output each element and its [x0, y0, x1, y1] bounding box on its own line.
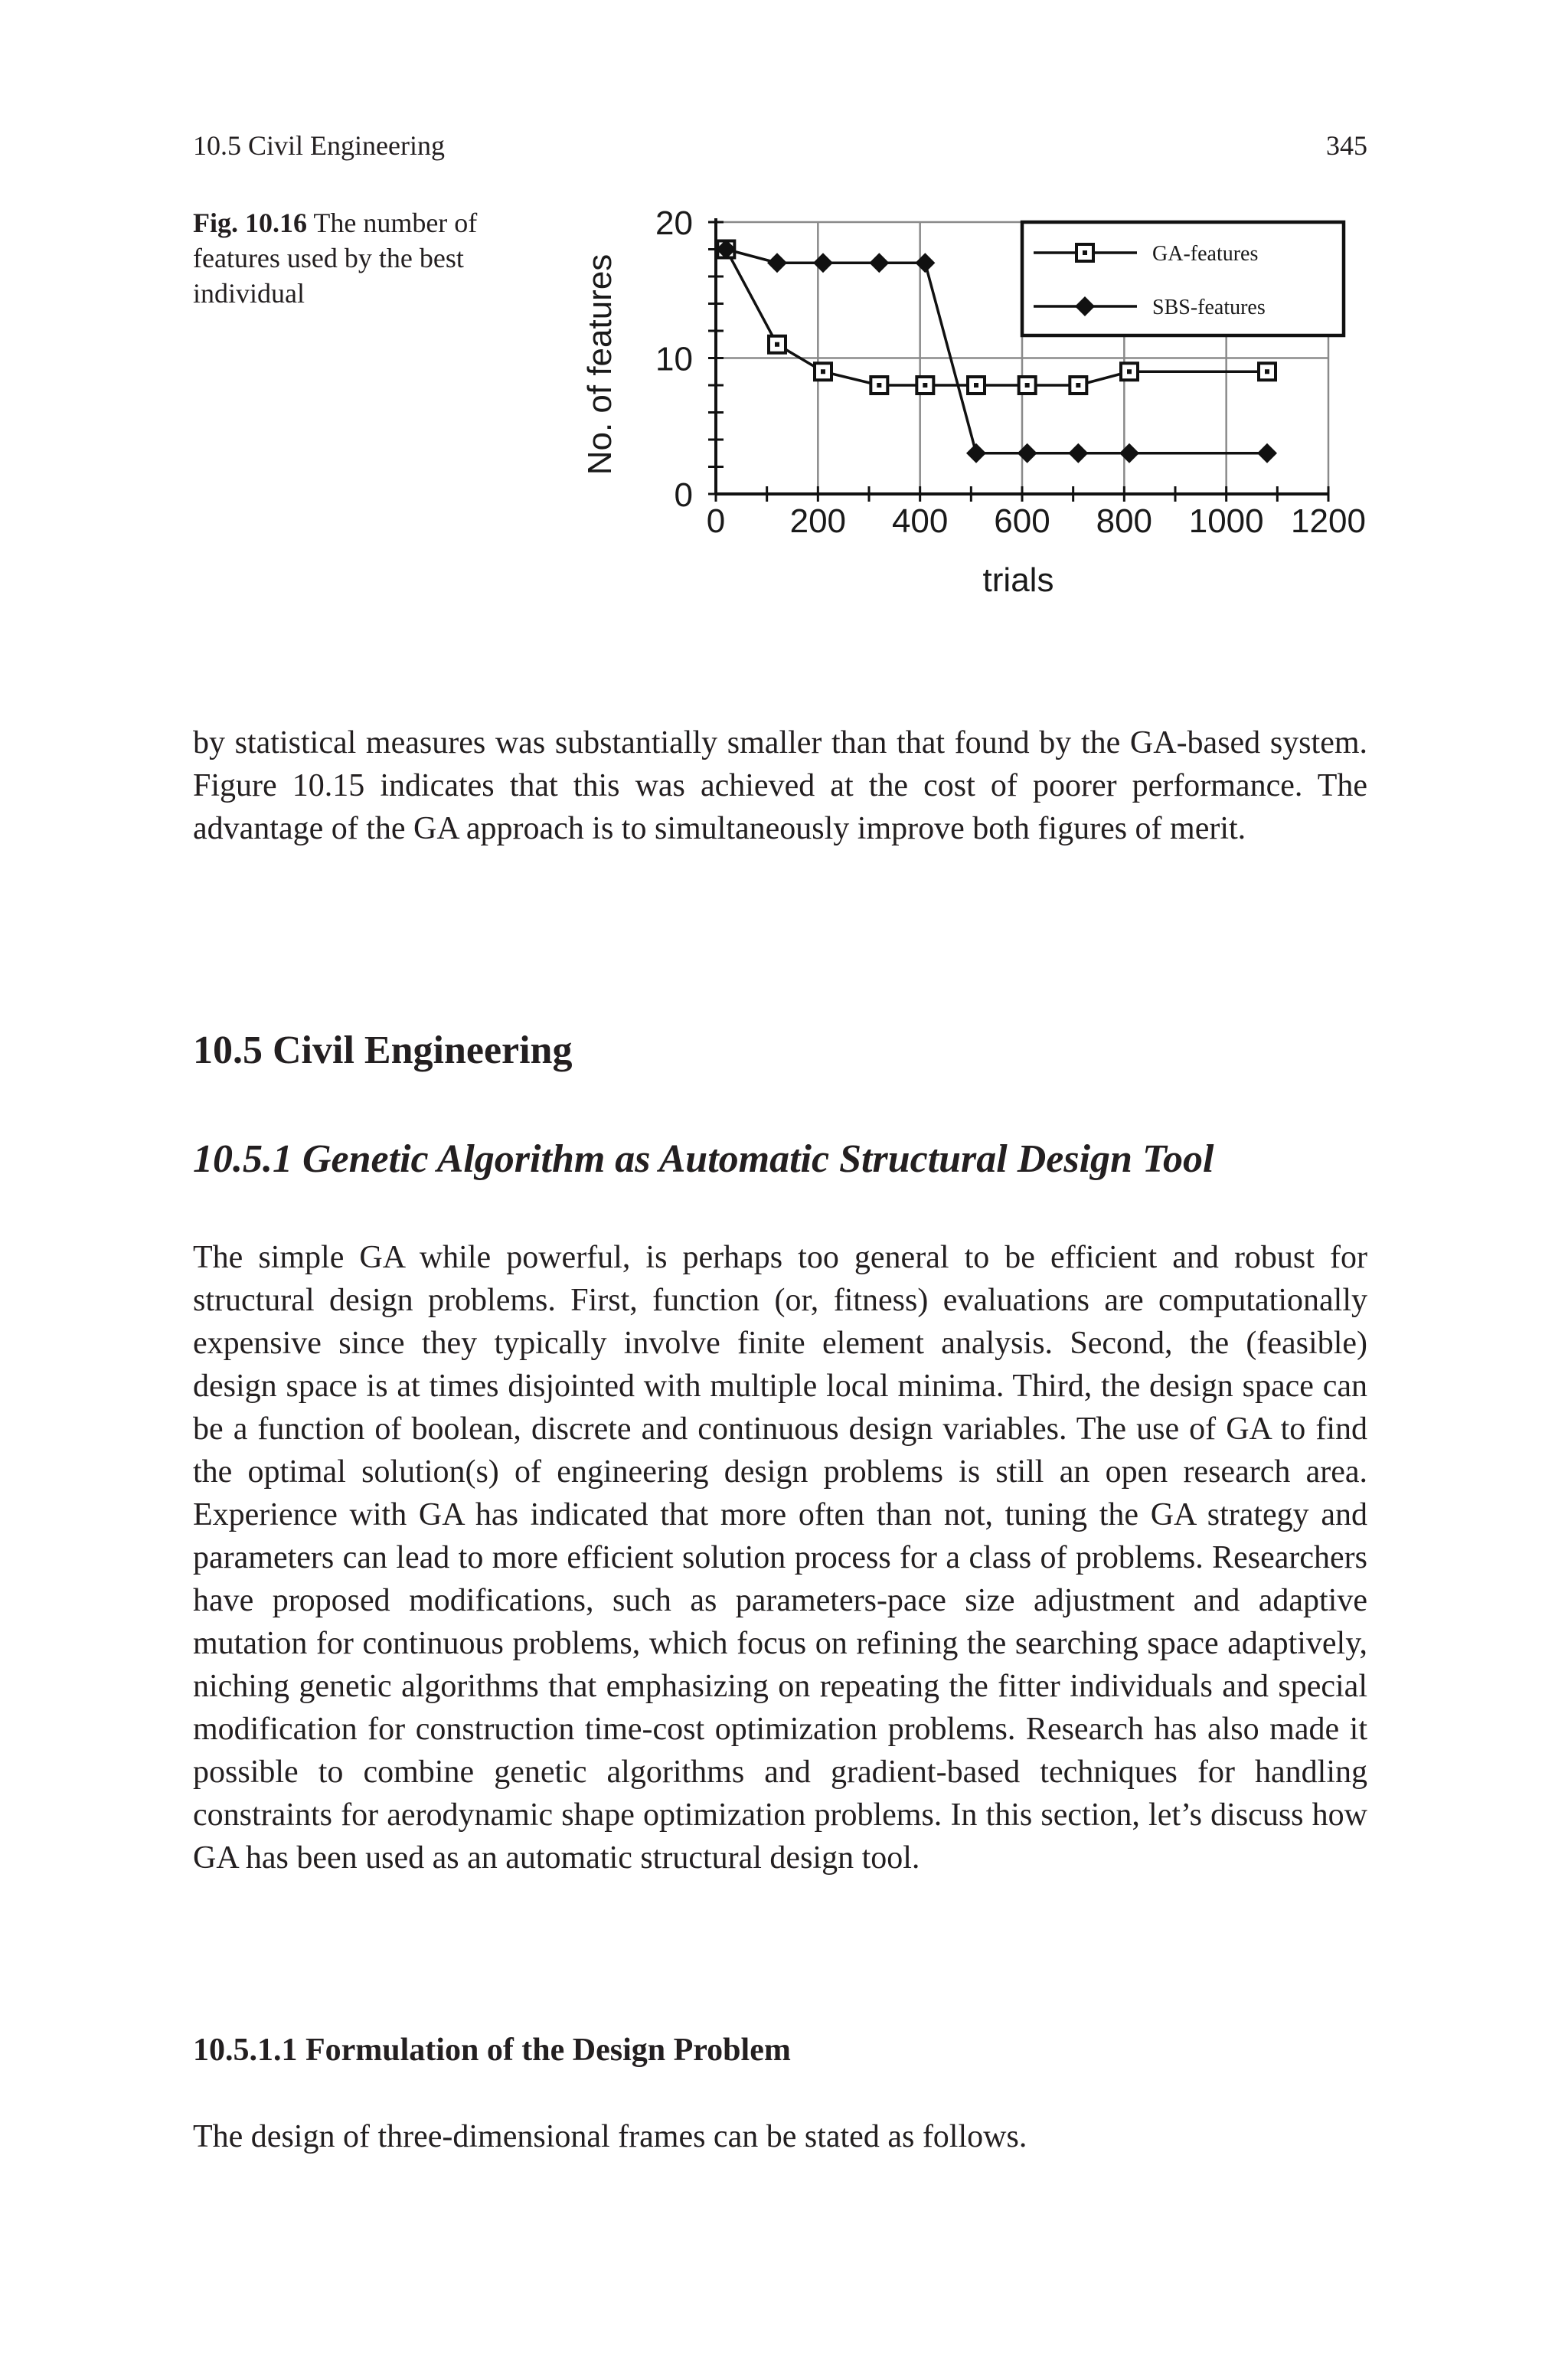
marker-square-core	[1076, 383, 1080, 388]
marker-square-core	[923, 383, 927, 388]
data-point	[1018, 443, 1037, 463]
x-tick-label: 400	[891, 502, 949, 540]
y-axis-label: No. of features	[581, 253, 619, 476]
data-point	[769, 336, 786, 353]
marker-square-core	[1265, 369, 1269, 374]
x-tick-label: 1200	[1291, 502, 1366, 540]
data-point	[1259, 363, 1276, 380]
paragraph-1-text: by statistical measures was substantially smaller than that found by the GA-based system. Figure 10.15 indicates that this was achieved at the cost of poorer performance. The advantage of the GA approach is to simultaneously improve both figures of merit.	[193, 725, 1367, 846]
marker-square-core	[974, 383, 978, 388]
legend-marker	[1076, 244, 1093, 261]
marker-square-core	[1025, 383, 1030, 388]
marker-square-core	[1127, 369, 1132, 374]
section-heading: 10.5 Civil Engineering	[193, 1029, 573, 1072]
data-point	[815, 363, 831, 380]
data-point	[915, 253, 935, 273]
x-tick-label: 200	[789, 502, 847, 540]
y-tick-label: 20	[655, 204, 693, 242]
x-tick-label: 1000	[1188, 502, 1264, 540]
data-point	[968, 377, 985, 394]
figure-caption-text: The number of features used by the best individual	[193, 208, 478, 309]
marker-square-core	[1083, 250, 1087, 255]
paragraph-ga-overview	[193, 1236, 1367, 1879]
chart-legend	[1022, 222, 1344, 335]
paragraph-design-problem	[193, 2115, 1367, 2158]
marker-square-core	[877, 383, 881, 388]
data-point	[813, 253, 833, 273]
subsection-heading: 10.5.1 Genetic Algorithm as Automatic Structural Design Tool	[193, 1137, 1214, 1181]
data-point	[1068, 443, 1088, 463]
x-tick-label: 800	[1096, 502, 1153, 540]
marker-square-core	[821, 369, 825, 374]
figure-caption	[193, 205, 530, 311]
data-point	[767, 253, 787, 273]
data-point	[871, 377, 887, 394]
data-point	[1121, 363, 1138, 380]
paragraph-continuation	[193, 721, 1367, 850]
data-point	[1019, 377, 1036, 394]
y-tick-label: 10	[655, 340, 693, 378]
data-point	[1119, 443, 1139, 463]
data-point	[916, 377, 933, 394]
y-tick-label: 0	[674, 476, 693, 514]
legend-label: SBS-features	[1152, 296, 1266, 319]
marker-square-core	[775, 342, 779, 347]
legend-label: GA-features	[1152, 242, 1259, 266]
x-axis-label: trials	[982, 561, 1054, 599]
data-point	[869, 253, 889, 273]
running-head-section: 10.5 Civil Engineering	[193, 130, 445, 161]
data-point	[966, 443, 986, 463]
paragraph-2-text: The simple GA while powerful, is perhaps too general to be efficient and robust for structural design problems. First, function (or, fitness) evaluations are computationally expensive since they typically involve finite element analysis. Second, the (feasible) design space is at times disjointed with multiple local minima. Third, the design space can be a function of boolean, discrete and continuous design variables. The use of GA to find the optimal solution(s) of engineering design problems is still an open research area. Experience with GA has indicated that more often than not, tuning the GA strategy and parameters can lead to more efficient solution process for a class of problems. Researchers have proposed modifications, such as parameters-pace size adjustment and adaptive mutation for continuous problems, which focus on refining the searching space adaptively, niching genetic algorithms that emphasizing on repeating the fitter individuals and special modification for construction time-cost optimization problems. Research has also made it possible to combine genetic algorithms and gradient-based techniques for handling constraints for aerodynamic shape optimization problems. In this section, let’s discuss how GA has been used as an automatic structural design tool.	[193, 1240, 1367, 1876]
subsubsection-heading: 10.5.1.1 Formulation of the Design Problem	[193, 2033, 791, 2068]
features-chart	[567, 191, 1378, 620]
x-tick-label: 0	[706, 502, 726, 540]
page-number: 345	[1326, 130, 1367, 161]
data-point	[1070, 377, 1086, 394]
data-point	[1257, 443, 1277, 463]
figure-label: Fig. 10.16	[193, 208, 307, 238]
paragraph-3-text: The design of three-dimensional frames can be stated as follows.	[193, 2119, 1027, 2154]
x-tick-label: 600	[994, 502, 1050, 540]
